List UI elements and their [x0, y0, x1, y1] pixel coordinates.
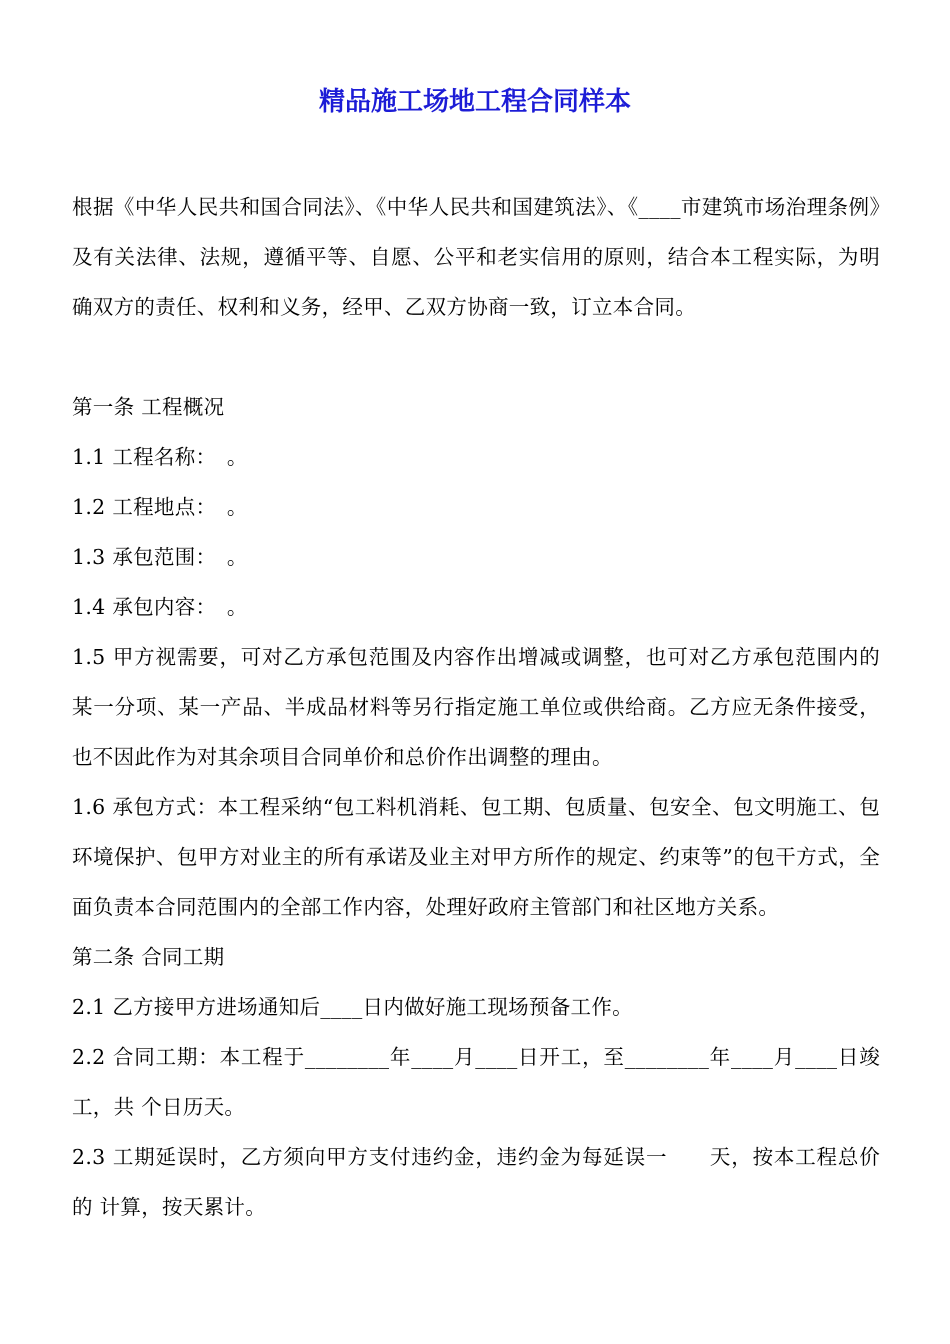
clause-1-1: 1.1 工程名称： 。 — [72, 445, 248, 469]
paragraph-spacer — [72, 332, 880, 382]
intro-paragraph: 根据《中华人民共和国合同法》、《中华人民共和国建筑法》、《____市建筑市场治理条例》及有关法律、法规，遵循平等、自愿、公平和老实信用的原则，结合本工程实际，为明确双方的责任、权利和义务，经甲、乙双方协商一致，订立本合同。 — [72, 195, 880, 319]
clause-2-1: 2.1 乙方接甲方进场通知后____日内做好施工现场预备工作。 — [72, 995, 633, 1019]
section-heading: 第二条 合同工期 — [72, 945, 225, 969]
clause-2-3: 2.3 工期延误时，乙方须向甲方支付违约金，违约金为每延误一 天，按本工程总价的 计算，按天累计。 — [72, 1145, 880, 1219]
clause-1-6: 1.6 承包方式：本工程采纳“包工料机消耗、包工期、包质量、包安全、包文明施工、包环境保护、包甲方对业主的所有承诺及业主对甲方所作的规定、约束等”的包干方式，全面负责本合同范围内的全部工作内容，处理好政府主管部门和社区地方关系。 — [72, 795, 880, 919]
clause-2-2: 2.2 合同工期：本工程于________年____月____日开工，至________年____月____日竣工，共 个日历天。 — [72, 1045, 880, 1119]
document-body — [72, 182, 880, 1232]
clause-1-3: 1.3 承包范围： 。 — [72, 545, 248, 569]
section-heading: 第一条 工程概况 — [72, 395, 225, 419]
clause-1-2: 1.2 工程地点： 。 — [72, 495, 248, 519]
clause-1-5: 1.5 甲方视需要，可对乙方承包范围及内容作出增减或调整，也可对乙方承包范围内的某一分项、某一产品、半成品材料等另行指定施工单位或供给商。乙方应无条件接受，也不因此作为对其余项目合同单价和总价作出调整的理由。 — [72, 645, 880, 769]
document-title: 精品施工场地工程合同样本 — [318, 87, 631, 117]
clause-1-4: 1.4 承包内容： 。 — [72, 595, 248, 619]
